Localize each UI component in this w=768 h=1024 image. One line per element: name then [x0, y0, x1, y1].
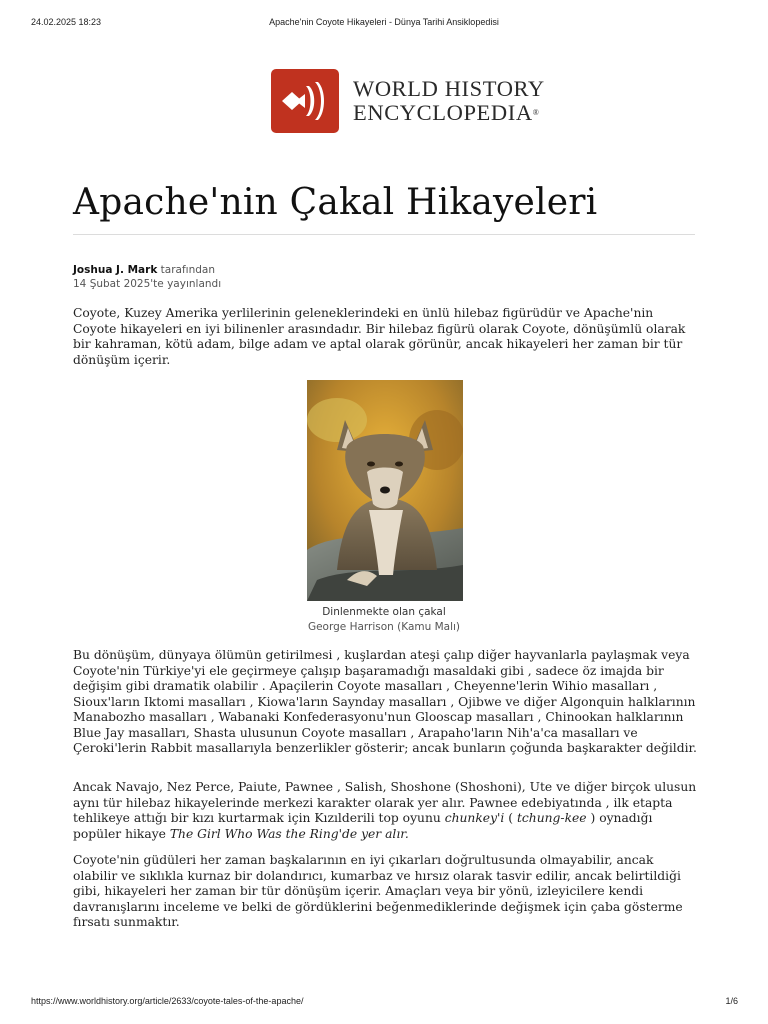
- logo-glyph-icon: [280, 78, 330, 124]
- print-url: https://www.worldhistory.org/article/2633/coyote-tales-of-the-apache/: [31, 996, 304, 1006]
- byline-suffix: tarafından: [157, 264, 215, 276]
- paragraph-3-italic-chunkey: chunkey'i: [444, 811, 505, 825]
- logo-line-2: ENCYCLOPEDIA: [353, 100, 533, 125]
- figure-caption: [234, 605, 534, 635]
- author-link[interactable]: Joshua J. Mark: [73, 264, 158, 276]
- publish-date: 14 Şubat 2025'te yayınlandı: [73, 278, 222, 290]
- print-page-title: Apache'nin Coyote Hikayeleri - Dünya Tarihi Ansiklopedisi: [269, 17, 499, 27]
- paragraph-3: [73, 780, 699, 842]
- site-logo[interactable]: [271, 69, 545, 133]
- paragraph-3-italic-tchung-kee: tchung-kee: [516, 811, 587, 825]
- paragraph-3-text-a: Ancak Navajo, Nez Perce, Paiute, Pawnee , Salish, Shoshone (Shoshoni), Ute ve diğer birçok ulusun aynı tür hilebaz hikayelerinde merkezi karakter olarak yer alır. Pawnee edebiyatında , ilk etapta tehlikeye attığı bir kızı kurtarmak için Kızılderili top oyunu: [73, 780, 697, 825]
- logo-mark-icon: [271, 69, 339, 133]
- paragraph-3-text-b: (: [504, 811, 517, 825]
- caption-text: Dinlenmekte olan çakal: [322, 606, 446, 618]
- logo-wordmark: [353, 77, 545, 125]
- page-number: 1/6: [725, 996, 738, 1006]
- paragraph-4: Coyote'nin güdüleri her zaman başkalarının en iyi çıkarları doğrultusunda olmayabilir, ancak olabilir ve sıklıkla kurnaz bir dolandırıcı, kumarbaz ve hırsız olarak tasvir edilir, ancak belirtildiği gibi, hikayeleri her zaman bir tür dönüşüm içerir. Amaçları veya bir yönü, izleyicilere kendi davranışlarını inceleme ve belki de gördüklerini beğenmediklerinde değişmek için çaba gösterme fırsatı sunmaktır.: [73, 853, 683, 929]
- print-datetime: 24.02.2025 18:23: [31, 17, 102, 27]
- article-title: Apache'nin Çakal Hikayeleri: [73, 182, 598, 223]
- logo-line-1: WORLD HISTORY: [353, 76, 545, 101]
- caption-credit: George Harrison (Kamu Malı): [307, 621, 461, 633]
- paragraph-3-italic-story-title: The Girl Who Was the Ring'de yer alır.: [169, 826, 409, 841]
- paragraph-3-text-c: ) oynadığı popüler hikaye: [73, 811, 653, 841]
- registered-mark: ®: [532, 108, 540, 117]
- byline: [73, 263, 221, 291]
- paragraph-1: Coyote, Kuzey Amerika yerlilerinin geleneklerindeki en ünlü hilebaz figürüdür ve Apache'nin Coyote hikayeleri en iyi bilinenler arasındadır. Bir hilebaz figürü olarak Coyote, dönüşümlü olarak bir kahraman, kötü adam, bilge adam ve aptal olarak görünür, ancak hikayeleri her zaman bir tür dönüşüm içerir.: [73, 306, 686, 367]
- paragraph-2: Bu dönüşüm, dünyaya ölümün getirilmesi , kuşlardan ateşi çalıp diğer hayvanlarla paylaşmak veya Coyote'nin Türkiye'yi ele geçirmeye çalışıp başaramadığı masaldaki gibi , sadece öz imajda bir değişim gibi dramatik olabilir . Apaçilerin Coyote masalları , Cheyenne'lerin Wihio masalları , Sioux'ların Iktomi masalları , Kiowa'ların Saynday masalları , Ojibwe ve diğer Algonquin halklarının Manabozho masalları , Wabanaki Konfederasyonu'nun Glooscap masalları , Chinookan halklarının Blue Jay masalları, Shasta ulusunun Coyote masalları , Arapaho'ların Nih'a'ca masalları ve Çeroki'lerin Rabbit masallarıyla benzerlikler gösterir; ancak bunların çoğunda başkarakter değildir.: [73, 648, 697, 755]
- coyote-image[interactable]: [307, 380, 463, 601]
- title-divider: [73, 234, 695, 235]
